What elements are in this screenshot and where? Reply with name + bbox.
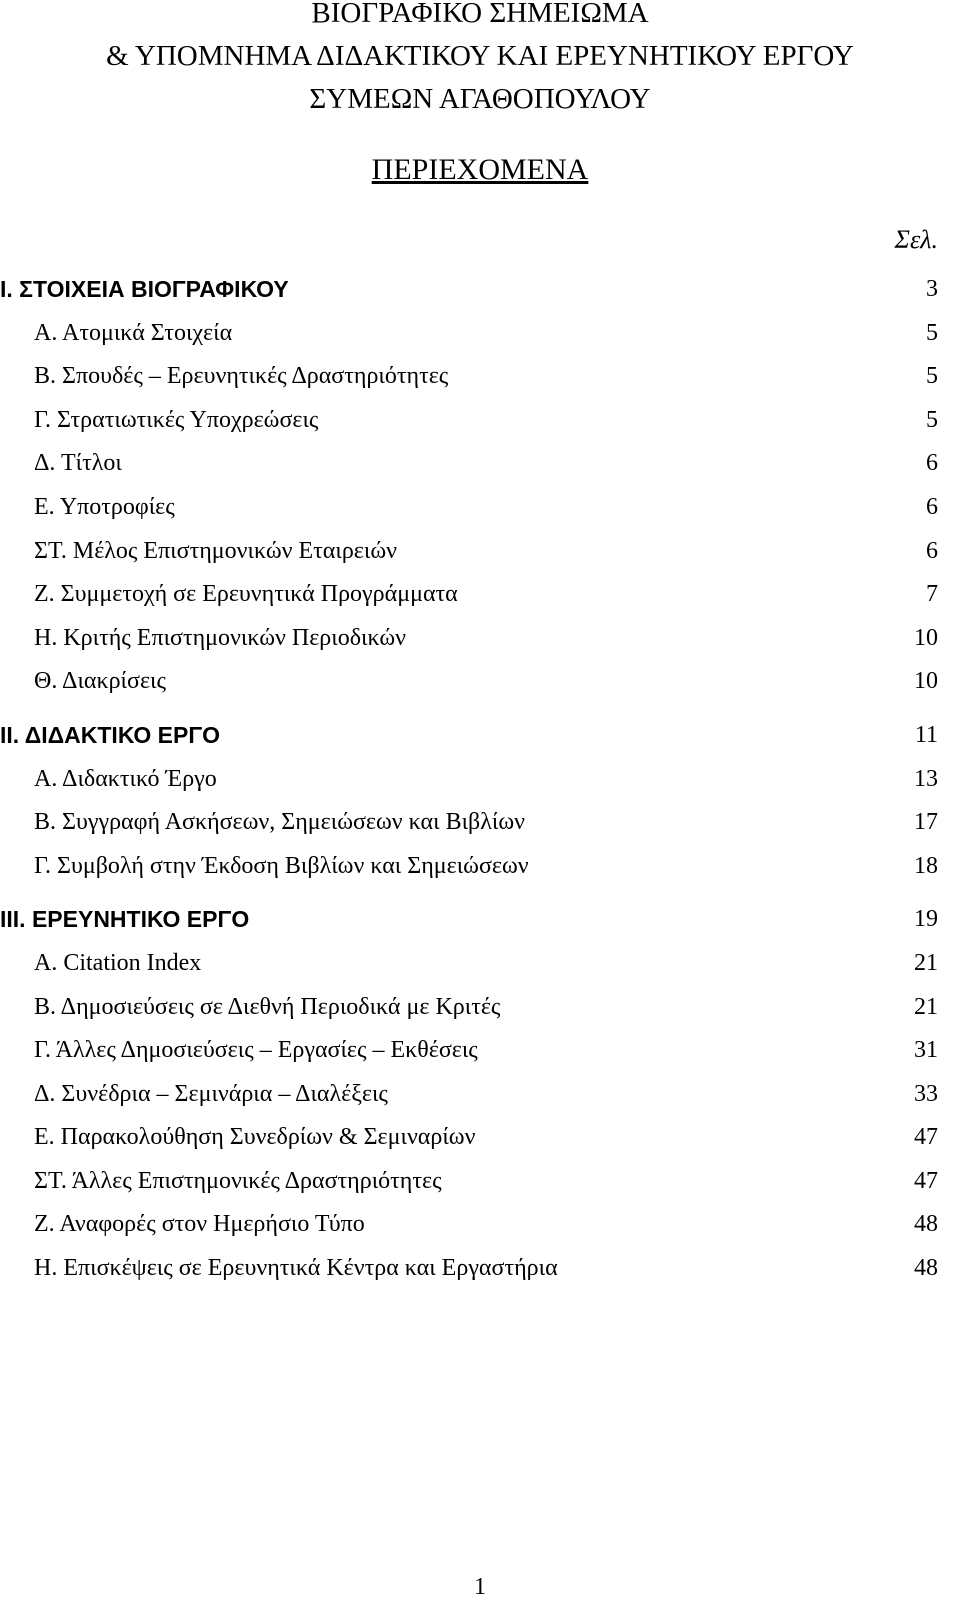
- entry-page-number: 33: [914, 1080, 938, 1107]
- toc-entry: [0, 1203, 960, 1247]
- toc-heading: ΠΕΡΙΕΧΟΜΕΝΑ: [371, 153, 589, 186]
- entry-title: Γ. Άλλες Δημοσιεύσεις – Εργασίες – Εκθέσεις: [34, 1037, 478, 1064]
- entry-page-number: 6: [926, 450, 938, 477]
- page-number: 1: [474, 1574, 486, 1600]
- entry-title: Α. Citation Index: [34, 949, 202, 976]
- toc-entry: [0, 801, 960, 845]
- entry-page-number: 18: [914, 852, 938, 879]
- entry-title: Ε. Υποτροφίες: [34, 493, 175, 520]
- toc-entry: [0, 845, 960, 889]
- entry-title: Β. Σπουδές – Ερευνητικές Δραστηριότητες: [34, 363, 449, 390]
- toc-entry: [0, 1029, 960, 1073]
- toc-entry: [0, 942, 960, 986]
- page-column-label: Σελ.: [894, 225, 938, 254]
- entry-page-number: 21: [914, 949, 938, 976]
- entry-page-number: 17: [914, 809, 938, 836]
- entry-page-number: 48: [914, 1211, 938, 1238]
- toc-section: [0, 268, 960, 704]
- entry-page-number: 31: [914, 1037, 938, 1064]
- entry-title: ΣΤ. Μέλος Επιστημονικών Εταιρειών: [34, 537, 397, 564]
- entry-title: Δ. Συνέδρια – Σεμινάρια – Διαλέξεις: [34, 1080, 388, 1107]
- entry-page-number: 10: [914, 624, 938, 651]
- entry-title: Β. Συγγραφή Ασκήσεων, Σημειώσεων και Βιβλίων: [34, 809, 525, 836]
- document-title: [0, 0, 960, 121]
- toc-entry: [0, 1116, 960, 1160]
- entry-page-number: 21: [914, 993, 938, 1020]
- entry-title: Γ. Στρατιωτικές Υποχρεώσεις: [34, 406, 319, 433]
- toc-entry: [0, 986, 960, 1030]
- entry-page-number: 11: [914, 721, 938, 748]
- toc-section-heading: [0, 268, 960, 312]
- entry-page-number: 48: [914, 1255, 938, 1282]
- toc-section-heading: [0, 898, 960, 942]
- entry-title: Ζ. Συμμετοχή σε Ερευνητικά Προγράμματα: [34, 581, 458, 608]
- entry-page-number: 47: [914, 1124, 938, 1151]
- entry-page-number: 10: [914, 668, 938, 695]
- toc-entry: [0, 573, 960, 617]
- entry-page-number: 3: [926, 276, 938, 302]
- entry-title: Θ. Διακρίσεις: [34, 668, 166, 695]
- entry-title: Γ. Συμβολή στην Έκδοση Βιβλίων και Σημειώσεων: [34, 852, 529, 879]
- section-title: ΙΙΙ. ΕΡΕΥΝΗΤΙΚΟ ΕΡΓΟ: [0, 906, 250, 933]
- title-line-3: ΣΥΜΕΩΝ ΑΓΑΘΟΠΟΥΛΟΥ: [309, 83, 651, 115]
- toc-section: [0, 714, 960, 888]
- title-line-2: & ΥΠΟΜΝΗΜΑ ΔΙΔΑΚΤΙΚΟΥ ΚΑΙ ΕΡΕΥΝΗΤΙΚΟΥ ΕΡΓΟΥ: [106, 40, 854, 72]
- entry-page-number: 7: [926, 581, 938, 608]
- toc-entry: [0, 1160, 960, 1204]
- entry-page-number: 6: [926, 537, 938, 564]
- toc-section: [0, 898, 960, 1290]
- toc-entry: [0, 617, 960, 661]
- section-title: Ι. ΣΤΟΙΧΕΙΑ ΒΙΟΓΡΑΦΙΚΟΥ: [0, 276, 289, 302]
- toc-entry: [0, 312, 960, 356]
- toc-entry: [0, 399, 960, 443]
- entry-title: Β. Δημοσιεύσεις σε Διεθνή Περιοδικά με Κριτές: [34, 993, 501, 1020]
- title-line-1: ΒΙΟΓΡΑΦΙΚΟ ΣΗΜΕΙΩΜΑ: [311, 0, 649, 29]
- toc-entry: [0, 530, 960, 574]
- entry-page-number: 47: [914, 1167, 938, 1194]
- entry-title: Η. Επισκέψεις σε Ερευνητικά Κέντρα και Εργαστήρια: [34, 1255, 558, 1282]
- toc-entry: [0, 1247, 960, 1291]
- entry-title: Η. Κριτής Επιστημονικών Περιοδικών: [34, 624, 407, 651]
- toc-entry: [0, 1073, 960, 1117]
- entry-page-number: 5: [926, 406, 938, 433]
- entry-title: Α. Διδακτικό Έργο: [34, 765, 217, 792]
- entry-title: Α. Ατομικά Στοιχεία: [34, 319, 233, 346]
- section-title: ΙΙ. ΔΙΔΑΚΤΙΚΟ ΕΡΓΟ: [0, 721, 221, 748]
- toc-entry: [0, 442, 960, 486]
- entry-title: Ε. Παρακολούθηση Συνεδρίων & Σεμιναρίων: [34, 1124, 476, 1151]
- entry-title: Ζ. Αναφορές στον Ημερήσιο Τύπο: [34, 1211, 365, 1238]
- table-of-contents: [0, 268, 960, 1301]
- entry-title: Δ. Τίτλοι: [34, 450, 122, 477]
- entry-page-number: 6: [926, 493, 938, 520]
- entry-page-number: 19: [914, 906, 938, 933]
- toc-entry: [0, 758, 960, 802]
- entry-page-number: 13: [914, 765, 938, 792]
- toc-section-heading: [0, 714, 960, 758]
- entry-title: ΣΤ. Άλλες Επιστημονικές Δραστηριότητες: [34, 1167, 442, 1194]
- toc-entry: [0, 355, 960, 399]
- entry-page-number: 5: [926, 319, 938, 346]
- entry-page-number: 5: [926, 363, 938, 390]
- toc-entry: [0, 486, 960, 530]
- toc-entry: [0, 660, 960, 704]
